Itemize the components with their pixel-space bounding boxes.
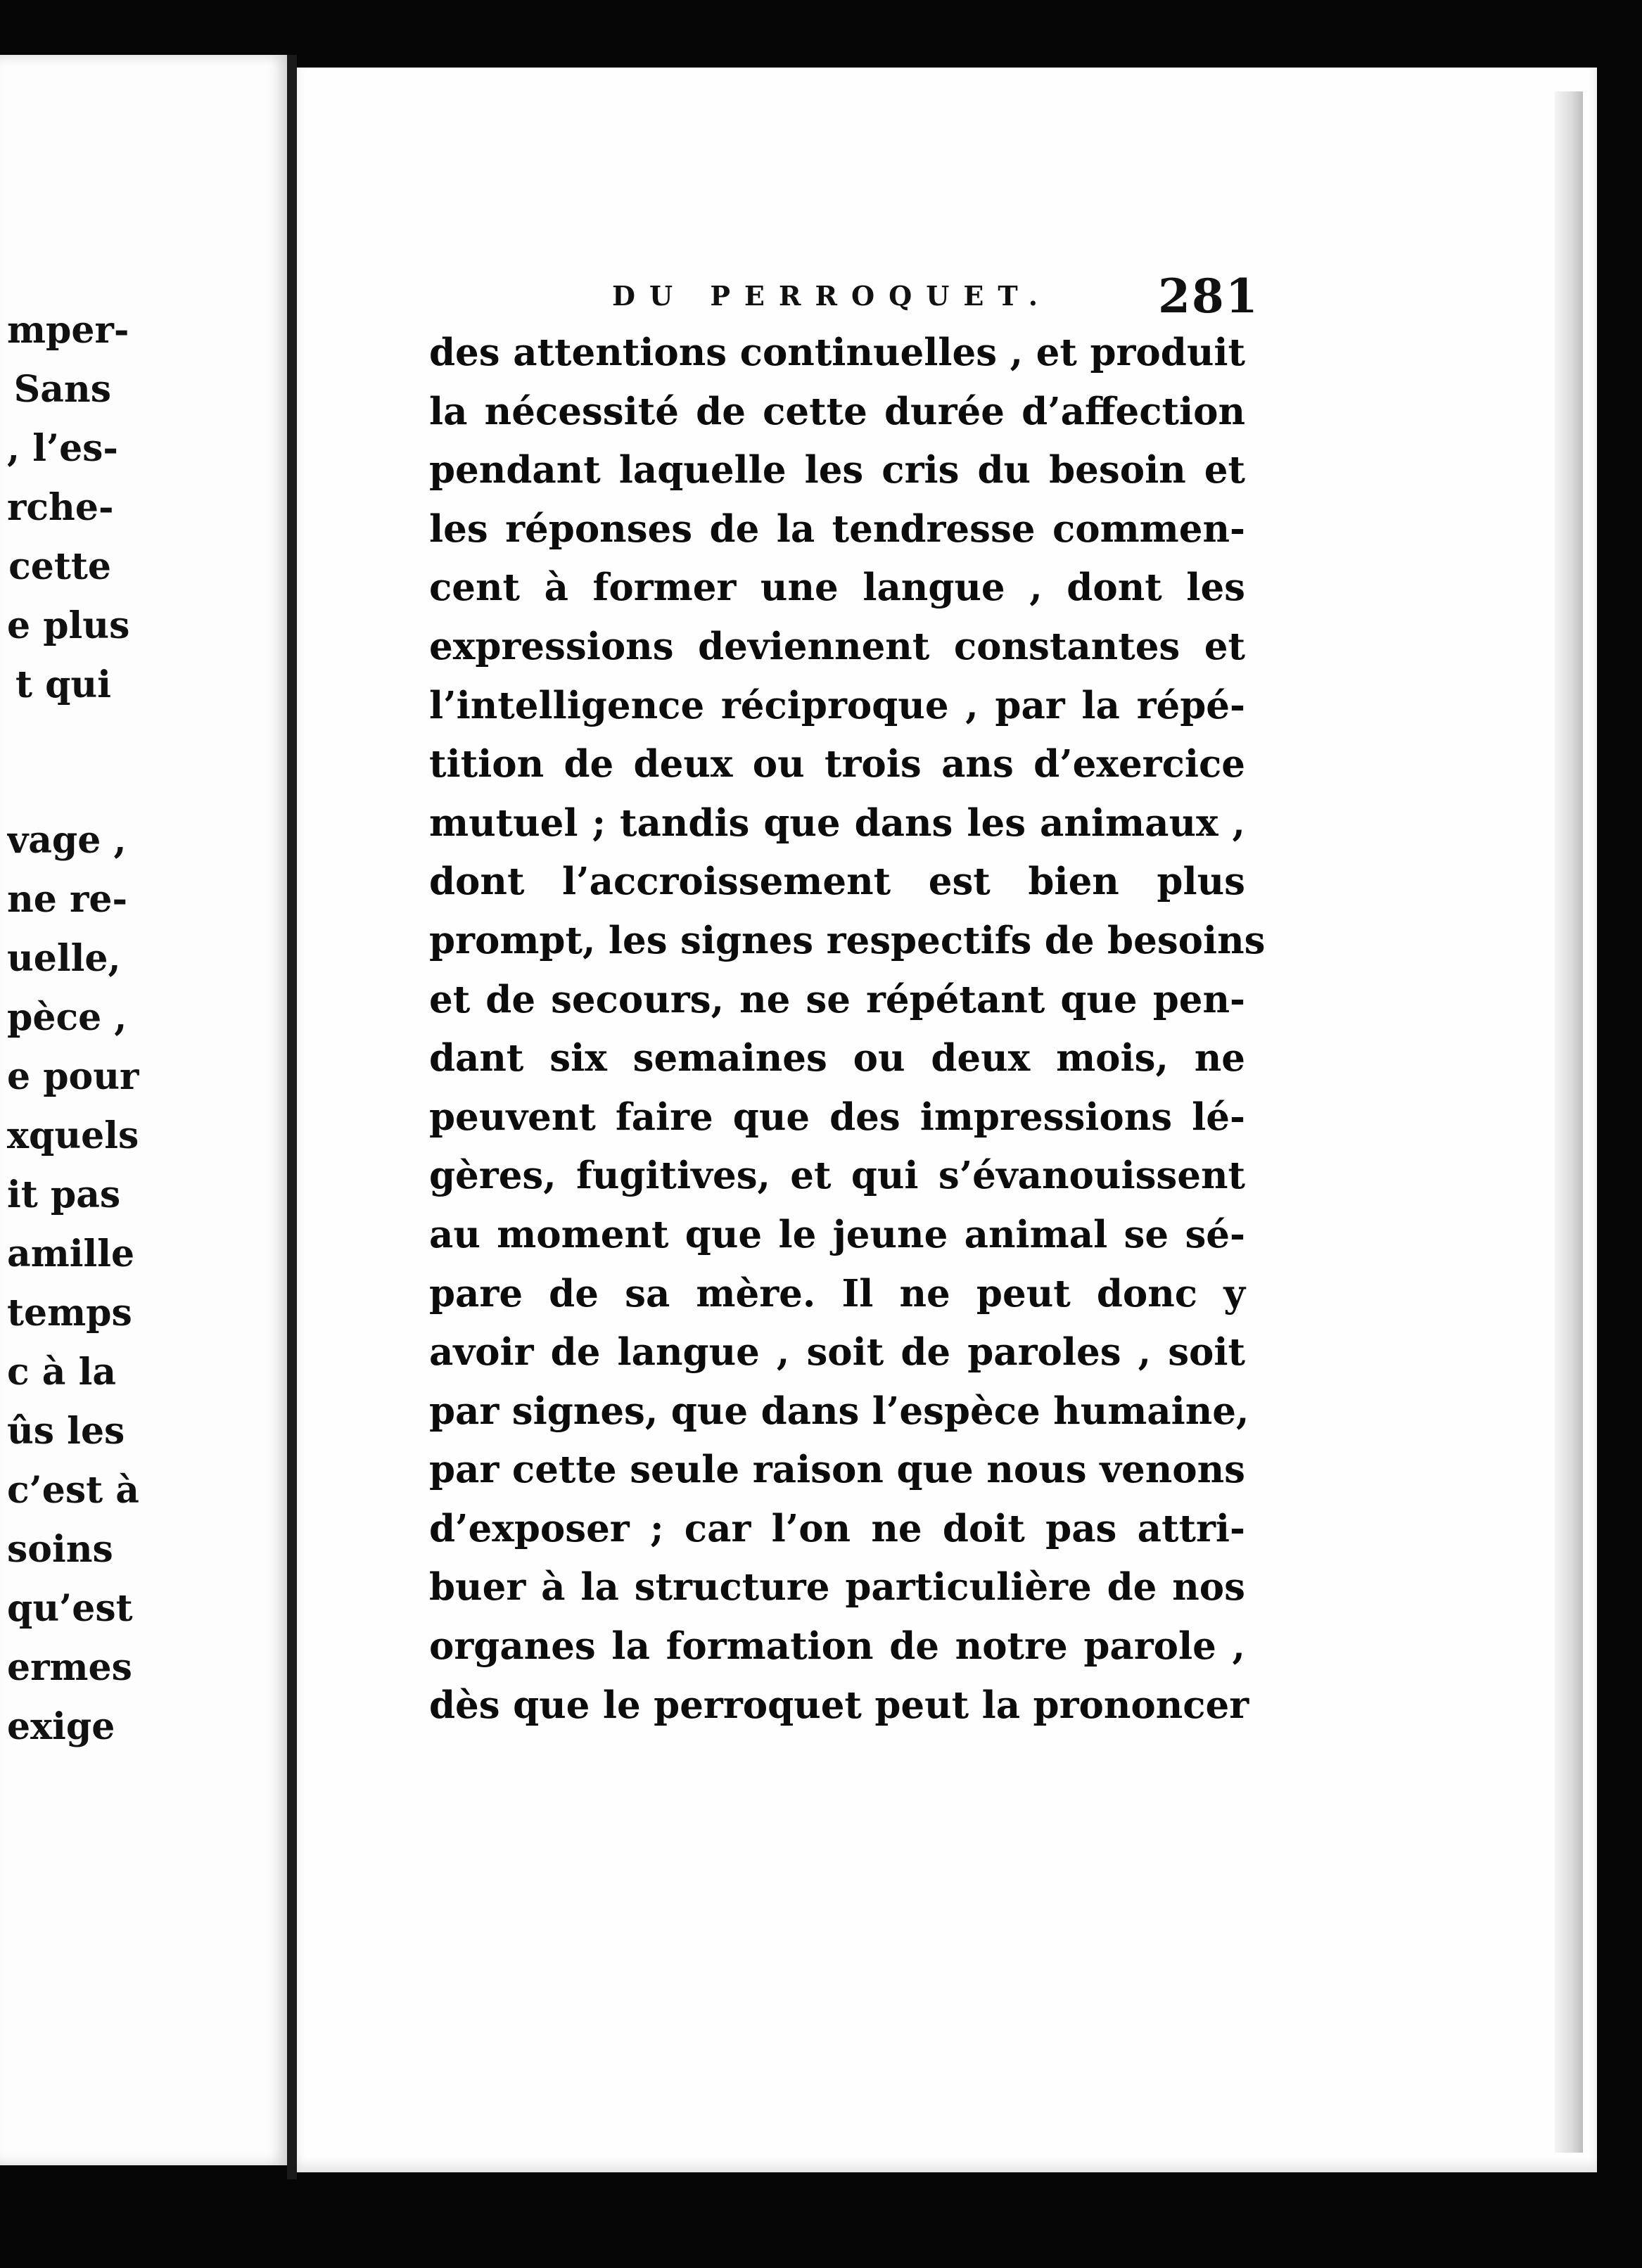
left-fragment-line: ne re- xyxy=(7,878,128,921)
right-page-edge xyxy=(1555,91,1583,2153)
left-fragment-line: ermes xyxy=(7,1646,132,1689)
text-line: organes la formation de notre parole , xyxy=(429,1624,1245,1669)
left-fragment-line: mper- xyxy=(7,309,129,352)
left-page xyxy=(0,55,288,2165)
left-fragment-line: it pas xyxy=(7,1173,121,1216)
left-fragment-line: t qui xyxy=(15,663,111,706)
left-fragment-line: c à la xyxy=(7,1351,117,1394)
text-line: d’exposer ; car l’on ne doit pas attri- xyxy=(429,1506,1245,1550)
body-text xyxy=(429,324,1266,1735)
text-line: dès que le perroquet peut la prononcer xyxy=(429,1683,1249,1727)
left-fragment-line: cette xyxy=(8,545,111,588)
text-line: dant six semaines ou deux mois, ne xyxy=(429,1036,1245,1081)
left-fragment-line: vage , xyxy=(7,819,127,862)
left-fragment-line: qu’est xyxy=(7,1587,133,1630)
left-fragment-line: uelle, xyxy=(7,937,121,980)
left-fragment-line: c’est à xyxy=(7,1469,139,1512)
text-line: et de secours, ne se répétant que pen- xyxy=(429,977,1245,1021)
text-line: tition de deux ou trois ans d’exercice xyxy=(429,742,1245,786)
left-fragment-line: exige xyxy=(7,1705,115,1748)
page-number: 281 xyxy=(1158,269,1259,324)
text-line: expressions deviennent constantes et xyxy=(429,624,1245,668)
left-fragment-line: amille xyxy=(7,1232,135,1275)
left-page-fragments-lower xyxy=(7,811,288,1757)
left-fragment-line: , l’es- xyxy=(7,427,119,470)
text-line: pare de sa mère. Il ne peut donc y xyxy=(429,1271,1245,1315)
left-fragment-line: rche- xyxy=(7,486,114,529)
text-line: dont l’accroissement est bien plus xyxy=(429,860,1245,904)
text-line: au moment que le jeune animal se sé- xyxy=(429,1212,1245,1256)
text-line: buer à la structure particulière de nos xyxy=(429,1565,1245,1610)
left-fragment-line: e plus xyxy=(7,604,130,647)
running-title: DU PERROQUET. xyxy=(612,280,1052,312)
text-line: avoir de langue , soit de paroles , soit xyxy=(429,1330,1245,1375)
text-line: des attentions continuelles , et produit xyxy=(429,331,1245,374)
left-fragment-line: pèce , xyxy=(7,996,127,1039)
left-page-fragments-upper xyxy=(7,301,288,715)
text-line: pendant laquelle les cris du besoin et xyxy=(429,448,1245,492)
text-line: l’intelligence réciproque , par la répé- xyxy=(429,683,1245,727)
left-fragment-line: e pour xyxy=(7,1055,139,1098)
text-line: prompt, les signes respectifs de besoins xyxy=(429,918,1266,962)
left-fragment-line: soins xyxy=(7,1528,113,1571)
text-line: par signes, que dans l’espèce humaine, xyxy=(429,1389,1249,1433)
text-line: mutuel ; tandis que dans les animaux , xyxy=(429,801,1245,845)
text-line: cent à former une langue , dont les xyxy=(429,566,1245,610)
book-gutter xyxy=(287,55,297,2179)
text-line: par cette seule raison que nous venons xyxy=(429,1448,1245,1492)
left-fragment-line: ûs les xyxy=(7,1410,125,1453)
left-fragment-line: temps xyxy=(7,1292,132,1334)
text-line: peuvent faire que des impressions lé- xyxy=(429,1095,1245,1139)
text-line: gères, fugitives, et qui s’évanouissent xyxy=(429,1154,1245,1198)
left-fragment-line: Sans xyxy=(13,368,111,411)
text-line: la nécessité de cette durée d’affection xyxy=(429,389,1245,433)
text-line: les réponses de la tendresse commen- xyxy=(429,507,1245,551)
left-fragment-line: xquels xyxy=(7,1114,139,1157)
running-head xyxy=(612,269,1583,329)
